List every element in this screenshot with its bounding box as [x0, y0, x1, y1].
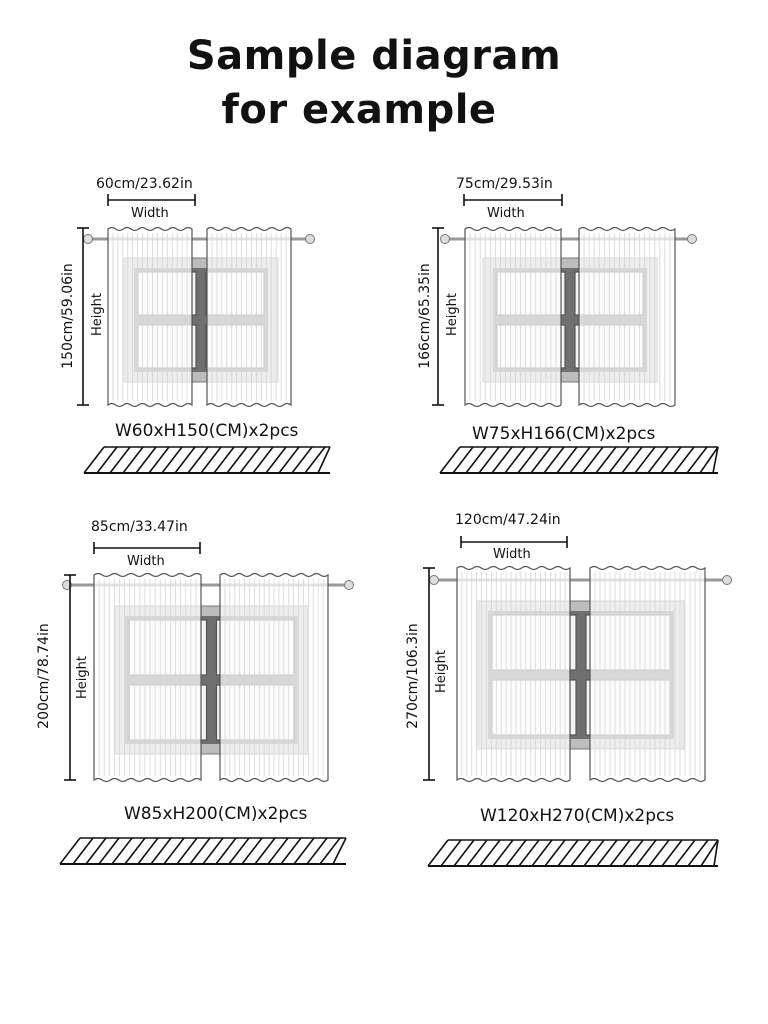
height-measurement-label: 270cm/106.3in	[404, 623, 421, 729]
rod-finial-right	[723, 576, 732, 585]
height-caption: Height	[444, 293, 460, 336]
width-caption: Width	[127, 554, 165, 569]
height-measurement-label: 166cm/65.35in	[416, 263, 433, 369]
rod-finial-left	[430, 576, 439, 585]
curtain-right	[590, 567, 705, 782]
height-caption: Height	[433, 650, 449, 693]
height-caption: Height	[74, 656, 90, 699]
width-measurement-label: 85cm/33.47in	[91, 519, 188, 535]
height-measurement-label: 200cm/78.74in	[35, 623, 52, 729]
width-measurement-label: 60cm/23.62in	[96, 176, 193, 192]
height-measurement-label: 150cm/59.06in	[59, 263, 76, 369]
width-measurement-label: 75cm/29.53in	[456, 176, 553, 192]
size-spec-label: W120xH270(CM)x2pcs	[480, 806, 675, 826]
size-spec-label: W85xH200(CM)x2pcs	[124, 804, 308, 824]
diagram-title-line-2: for example	[221, 87, 497, 133]
size-spec-label: W75xH166(CM)x2pcs	[472, 424, 656, 444]
hatched-floor	[428, 840, 718, 866]
height-caption: Height	[89, 293, 105, 336]
width-caption: Width	[487, 206, 525, 221]
curtain-left	[457, 567, 570, 782]
diagram-title-line-1: Sample diagram	[186, 33, 562, 79]
width-caption: Width	[131, 206, 169, 221]
width-measurement-label: 120cm/47.24in	[455, 512, 561, 528]
size-spec-label: W60xH150(CM)x2pcs	[115, 421, 299, 441]
width-caption: Width	[493, 547, 531, 562]
